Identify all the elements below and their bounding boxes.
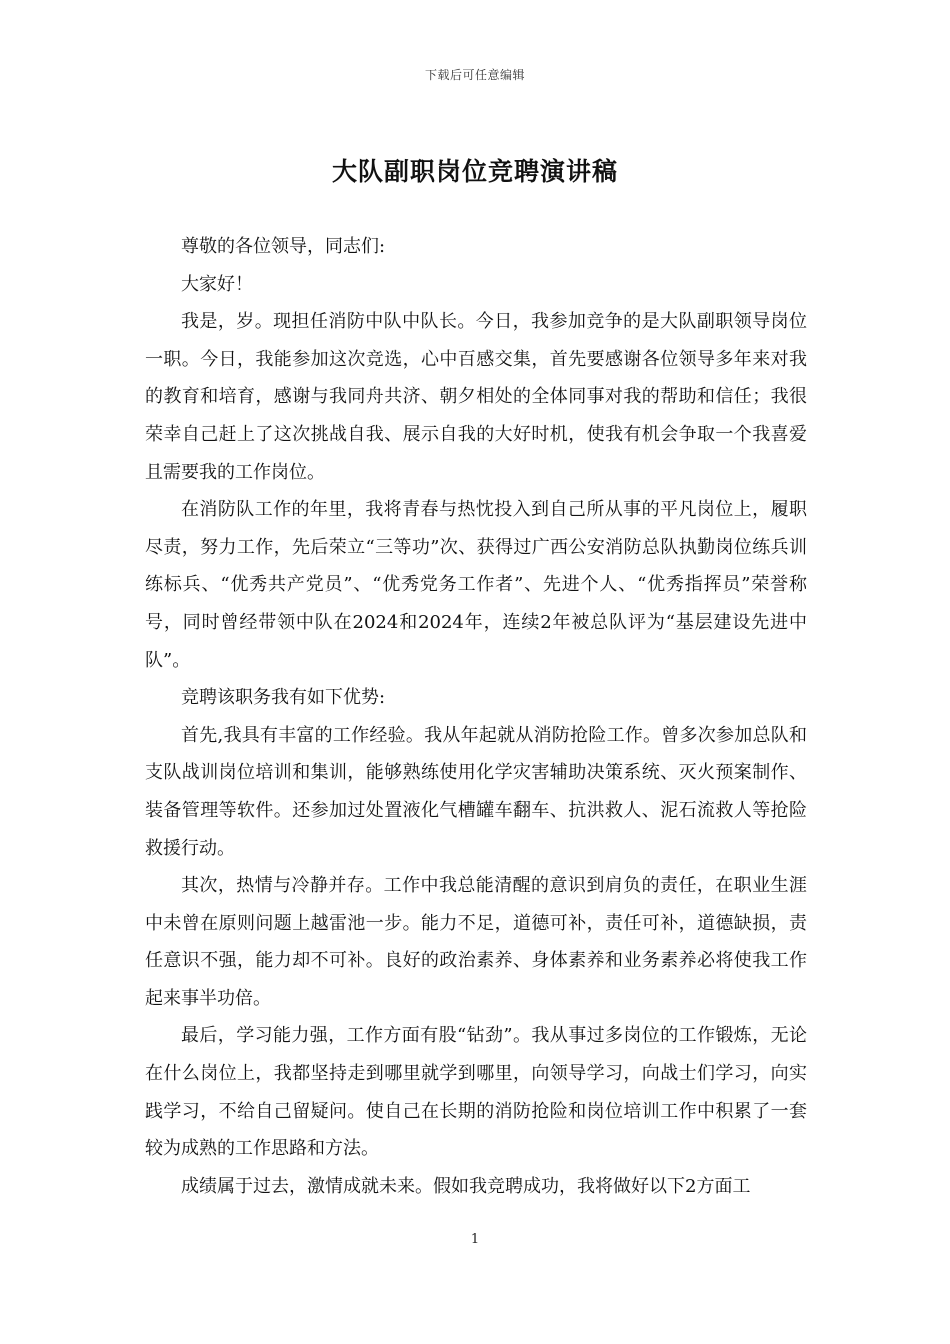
first-advantage-paragraph: 首先,我具有丰富的工作经验。我从年起就从消防抢险工作。曾多次参加总队和支队战训岗位培训和集训，能够熟练使用化学灾害辅助决策系统、灭火预案制作、装备管理等软件。还参加过处置液化气槽罐车翻车、抗洪救人、泥石流救人等抢险救援行动。 (145, 724, 807, 859)
salutation-paragraph: 尊敬的各位领导，同志们: (181, 236, 386, 257)
advantages-heading-paragraph: 竞聘该职务我有如下优势: (181, 687, 386, 709)
future-plan-paragraph: 成绩属于过去，激情成就未来。假如我竞聘成功，我将做好以下2方面工 (181, 1175, 751, 1197)
third-advantage-paragraph: 最后，学习能力强，工作方面有股“钻劲”。我从事过多岗位的工作锻炼，无论在什么岗位上，我都坚持走到哪里就学到哪里，向领导学习，向战士们学习，向实践学习，不给自己留疑问。使自己在长期的消防抢险和岗位培训工作中积累了一套较为成熟的工作思路和方法。 (145, 1025, 807, 1160)
experience-paragraph: 在消防队工作的年里，我将青春与热忱投入到自己所从事的平凡岗位上，履职尽责，努力工作，先后荣立“三等功”次、获得过广西公安消防总队执勤岗位练兵训练标兵、“优秀共产党员”、“优秀党务工作者”、先进个人、“优秀指挥员”荣誉称号，同时曾经带领中队在2024和2024年，连续2年被总队评为“基层建设先进中队”。 (145, 499, 807, 671)
introduction-paragraph: 我是，岁。现担任消防中队中队长。今日，我参加竞争的是大队副职领导岗位一职。今日，我能参加这次竞选，心中百感交集，首先要感谢各位领导多年来对我的教育和培育，感谢与我同舟共济、朝夕相处的全体同事对我的帮助和信任；我很荣幸自己赶上了这次挑战自我、展示自我的大好时机，使我有机会争取一个我喜爱且需要我的工作岗位。 (145, 311, 807, 483)
page-header-note: 下载后可任意编辑 (424, 68, 525, 82)
page-number: 1 (470, 1232, 480, 1247)
second-advantage-paragraph: 其次，热情与冷静并存。工作中我总能清醒的意识到肩负的责任，在职业生涯中未曾在原则问题上越雷池一步。能力不足，道德可补，责任可补，道德缺损，责任意识不强，能力却不可补。良好的政治素养、身体素养和业务素养必将使我工作起来事半功倍。 (145, 875, 807, 1009)
document-body (145, 228, 807, 1205)
greeting-paragraph: 大家好！ (181, 273, 253, 295)
document-title: 大队副职岗位竞聘演讲稿 (331, 157, 618, 186)
